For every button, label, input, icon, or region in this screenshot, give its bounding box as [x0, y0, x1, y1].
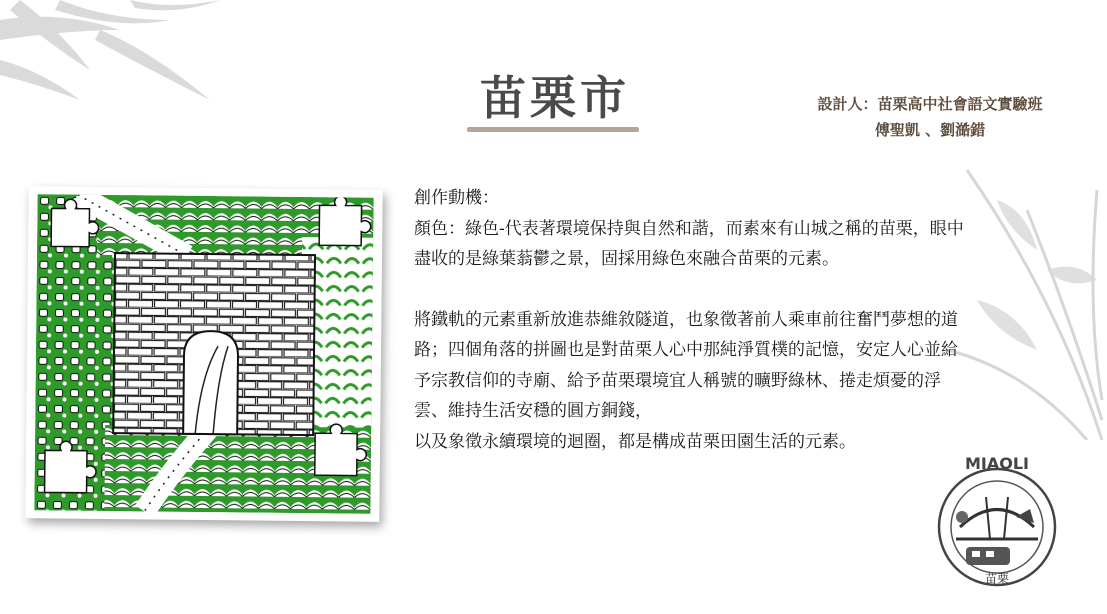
- element-line-4: 雲、維持生活安穩的圓方銅錢，: [414, 401, 652, 421]
- stamp-bottom-text: 苗栗: [984, 572, 1010, 586]
- designer-credit: [790, 91, 1070, 143]
- motivation-text: [414, 183, 1044, 457]
- designer-line-2: 傅聖凱 、劉澔錯: [874, 121, 986, 139]
- color-line-1: 顏色：綠色-代表著環境保持與自然和諧，而素來有山城之稱的苗栗，眼中: [414, 218, 964, 239]
- artwork-photo: [25, 186, 382, 522]
- stamp-top-text: MIAOLI: [964, 454, 1030, 473]
- designer-line-1: 設計人：苗栗高中社會語文實驗班: [817, 95, 1043, 113]
- element-line-2: 路；四個角落的拼圖也是對苗栗人心中那純淨質樸的記憶，安定人心並給: [414, 340, 958, 360]
- element-line-1: 將鐵軌的元素重新放進恭維敘隧道，也象徵著前人乘車前往奮鬥夢想的道: [414, 309, 958, 330]
- page-title: 苗栗市: [480, 71, 630, 125]
- color-line-2: 盡收的是綠葉蓊鬱之景，固採用綠色來融合苗栗的元素。: [414, 249, 839, 269]
- miaoli-stamp: [926, 447, 1068, 595]
- element-line-5: 以及象徵永續環境的迴圈，都是構成苗栗田園生活的元素。: [414, 431, 856, 452]
- artwork-illustration: [34, 194, 373, 514]
- paragraph-gap: [414, 275, 1044, 305]
- foliage-decoration: [0, 0, 240, 120]
- element-line-3: 予宗教信仰的寺廟、給予苗栗環境宜人稱號的曠野綠林、捲走煩憂的浮: [414, 370, 941, 391]
- title-underline: [467, 127, 639, 132]
- motivation-heading: 創作動機：: [414, 188, 499, 208]
